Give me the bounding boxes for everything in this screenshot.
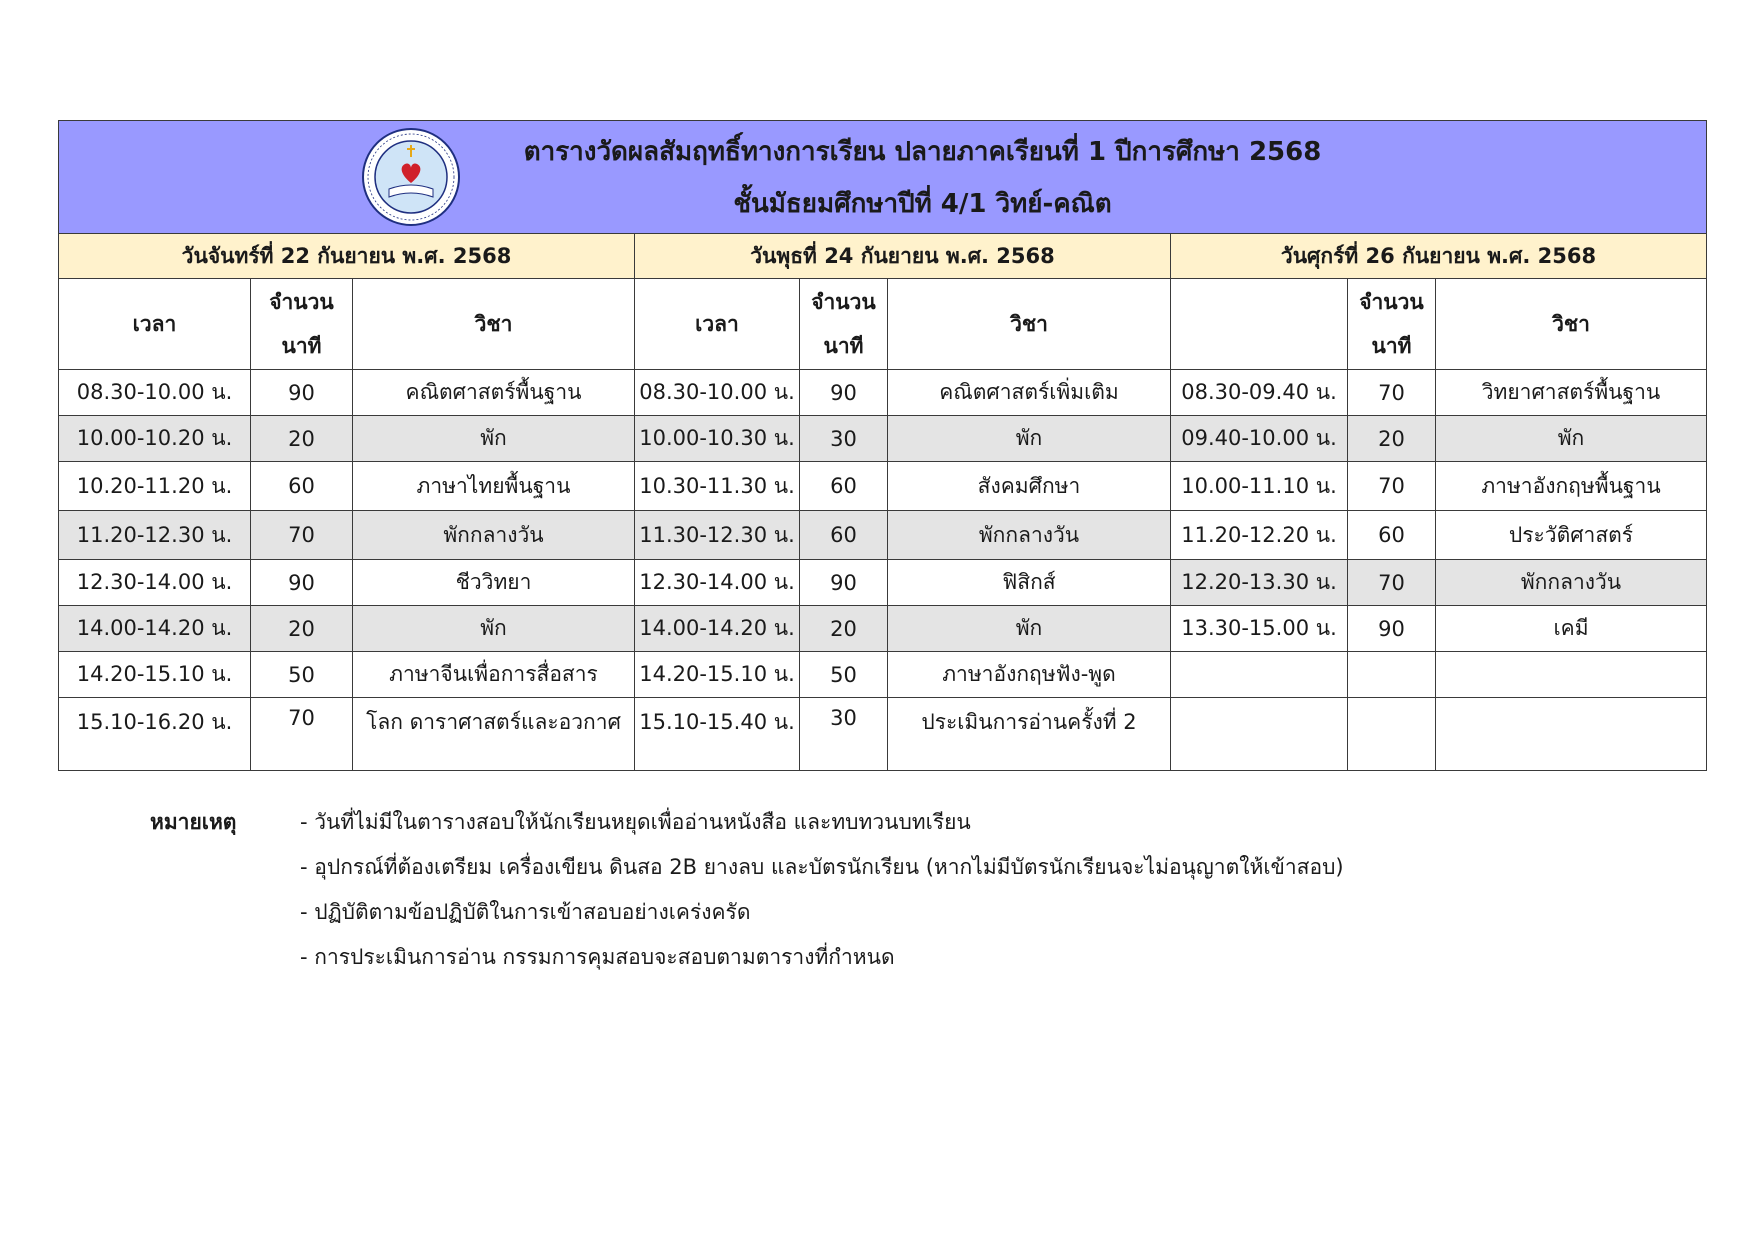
subject-cell: พัก (888, 606, 1171, 652)
col-subject: วิชา (1436, 279, 1707, 370)
time-cell: 10.00-10.30 น. (635, 416, 800, 462)
time-cell: 14.00-14.20 น. (59, 606, 251, 652)
time-cell: 08.30-10.00 น. (59, 370, 251, 416)
col-minutes-line2: นาที (1371, 334, 1412, 358)
minutes-cell: 30 (800, 698, 888, 771)
minutes-cell (1348, 652, 1436, 698)
table-row (59, 370, 1707, 416)
col-minutes-line1: จำนวน (1359, 290, 1424, 314)
minutes-cell: 90 (1348, 606, 1436, 652)
time-cell: 14.00-14.20 น. (635, 606, 800, 652)
note-item: - วันที่ไม่มีในตารางสอบให้นักเรียนหยุดเพื่ออ่านหนังสือ และทบทวนบทเรียน (300, 810, 971, 834)
subject-cell: พักกลางวัน (1436, 560, 1707, 606)
minutes-cell: 70 (1348, 560, 1436, 606)
subject-cell: วิทยาศาสตร์พื้นฐาน (1436, 370, 1707, 416)
table-row (59, 652, 1707, 698)
time-cell: 15.10-15.40 น. (635, 698, 800, 771)
minutes-cell: 50 (251, 652, 353, 698)
schedule-table (58, 120, 1707, 771)
time-cell: 08.30-09.40 น. (1171, 370, 1348, 416)
minutes-cell: 60 (800, 511, 888, 560)
minutes-cell: 90 (800, 560, 888, 606)
subject-cell: ภาษาอังกฤษฟัง-พูด (888, 652, 1171, 698)
table-row (59, 511, 1707, 560)
col-time: เวลา (59, 279, 251, 370)
minutes-cell: 90 (251, 560, 353, 606)
time-cell: 11.20-12.30 น. (59, 511, 251, 560)
subject-cell: พัก (888, 416, 1171, 462)
time-cell: 10.30-11.30 น. (635, 462, 800, 511)
subject-cell: พักกลางวัน (888, 511, 1171, 560)
time-cell: 08.30-10.00 น. (635, 370, 800, 416)
subject-cell: ประวัติศาสตร์ (1436, 511, 1707, 560)
time-cell: 12.20-13.30 น. (1171, 560, 1348, 606)
subject-cell: ภาษาจีนเพื่อการสื่อสาร (353, 652, 635, 698)
minutes-cell: 70 (1348, 462, 1436, 511)
col-minutes (1348, 279, 1436, 370)
note-item: - อุปกรณ์ที่ต้องเตรียม เครื่องเขียน ดินสอ 2B ยางลบ และบัตรนักเรียน (หากไม่มีบัตรนักเรียนจะไม่อนุญาตให้เข้าสอบ) (300, 855, 1344, 879)
note-item: - ปฏิบัติตามข้อปฏิบัติในการเข้าสอบอย่างเคร่งครัด (300, 900, 751, 924)
day-header-row (59, 234, 1707, 279)
col-minutes (251, 279, 353, 370)
subject-cell: ภาษาไทยพื้นฐาน (353, 462, 635, 511)
day-header-3: วันศุกร์ที่ 26 กันยายน พ.ศ. 2568 (1171, 234, 1707, 279)
minutes-cell (1348, 698, 1436, 771)
subject-cell (1436, 652, 1707, 698)
minutes-cell: 20 (1348, 416, 1436, 462)
day-header-2: วันพุธที่ 24 กันยายน พ.ศ. 2568 (635, 234, 1171, 279)
title-line-1: ตารางวัดผลสัมฤทธิ์ทางการเรียน ปลายภาคเรียนที่ 1 ปีการศึกษา 2568 (523, 137, 1322, 167)
col-subject: วิชา (353, 279, 635, 370)
time-cell: 12.30-14.00 น. (59, 560, 251, 606)
subject-cell: คณิตศาสตร์พื้นฐาน (353, 370, 635, 416)
time-cell: 10.00-10.20 น. (59, 416, 251, 462)
minutes-cell: 70 (251, 698, 353, 771)
col-minutes-line2: นาที (281, 334, 322, 358)
exam-schedule (58, 120, 1706, 771)
minutes-cell: 20 (800, 606, 888, 652)
subject-cell: คณิตศาสตร์เพิ่มเติม (888, 370, 1171, 416)
col-minutes-line2: นาที (823, 334, 864, 358)
subject-cell: พัก (1436, 416, 1707, 462)
time-cell: 11.30-12.30 น. (635, 511, 800, 560)
subject-cell: พักกลางวัน (353, 511, 635, 560)
note-item: - การประเมินการอ่าน กรรมการคุมสอบจะสอบตามตารางที่กำหนด (300, 945, 895, 969)
day-header-1: วันจันทร์ที่ 22 กันยายน พ.ศ. 2568 (59, 234, 635, 279)
minutes-cell: 50 (800, 652, 888, 698)
minutes-cell: 60 (800, 462, 888, 511)
time-cell: 11.20-12.20 น. (1171, 511, 1348, 560)
table-row (59, 416, 1707, 462)
minutes-cell: 20 (251, 606, 353, 652)
time-cell (1171, 652, 1348, 698)
subject-cell: สังคมศึกษา (888, 462, 1171, 511)
table-row (59, 606, 1707, 652)
column-header-row (59, 279, 1707, 370)
subject-cell (1436, 698, 1707, 771)
time-cell: 14.20-15.10 น. (59, 652, 251, 698)
time-cell (1171, 698, 1348, 771)
minutes-cell: 60 (1348, 511, 1436, 560)
time-cell: 13.30-15.00 น. (1171, 606, 1348, 652)
subject-cell: ชีววิทยา (353, 560, 635, 606)
subject-cell: พัก (353, 416, 635, 462)
minutes-cell: 30 (800, 416, 888, 462)
col-minutes (800, 279, 888, 370)
table-row (59, 462, 1707, 511)
time-cell: 12.30-14.00 น. (635, 560, 800, 606)
col-subject: วิชา (888, 279, 1171, 370)
col-time (1171, 279, 1348, 370)
subject-cell: เคมี (1436, 606, 1707, 652)
col-time: เวลา (635, 279, 800, 370)
time-cell: 15.10-16.20 น. (59, 698, 251, 771)
minutes-cell: 90 (251, 370, 353, 416)
time-cell: 10.20-11.20 น. (59, 462, 251, 511)
subject-cell: โลก ดาราศาสตร์และอวกาศ (353, 698, 635, 771)
time-cell: 14.20-15.10 น. (635, 652, 800, 698)
subject-cell: ฟิสิกส์ (888, 560, 1171, 606)
minutes-cell: 90 (800, 370, 888, 416)
minutes-cell: 70 (1348, 370, 1436, 416)
subject-cell: พัก (353, 606, 635, 652)
table-row (59, 560, 1707, 606)
col-minutes-line1: จำนวน (269, 290, 334, 314)
minutes-cell: 60 (251, 462, 353, 511)
minutes-cell: 20 (251, 416, 353, 462)
table-row (59, 698, 1707, 771)
notes-label: หมายเหตุ (150, 810, 237, 834)
time-cell: 10.00-11.10 น. (1171, 462, 1348, 511)
title-line-2: ชั้นมัธยมศึกษาปีที่ 4/1 วิทย์-คณิต (733, 189, 1112, 219)
subject-cell: ประเมินการอ่านครั้งที่ 2 (888, 698, 1171, 771)
minutes-cell: 70 (251, 511, 353, 560)
col-minutes-line1: จำนวน (811, 290, 876, 314)
subject-cell: ภาษาอังกฤษพื้นฐาน (1436, 462, 1707, 511)
title-row (59, 121, 1707, 234)
time-cell: 09.40-10.00 น. (1171, 416, 1348, 462)
